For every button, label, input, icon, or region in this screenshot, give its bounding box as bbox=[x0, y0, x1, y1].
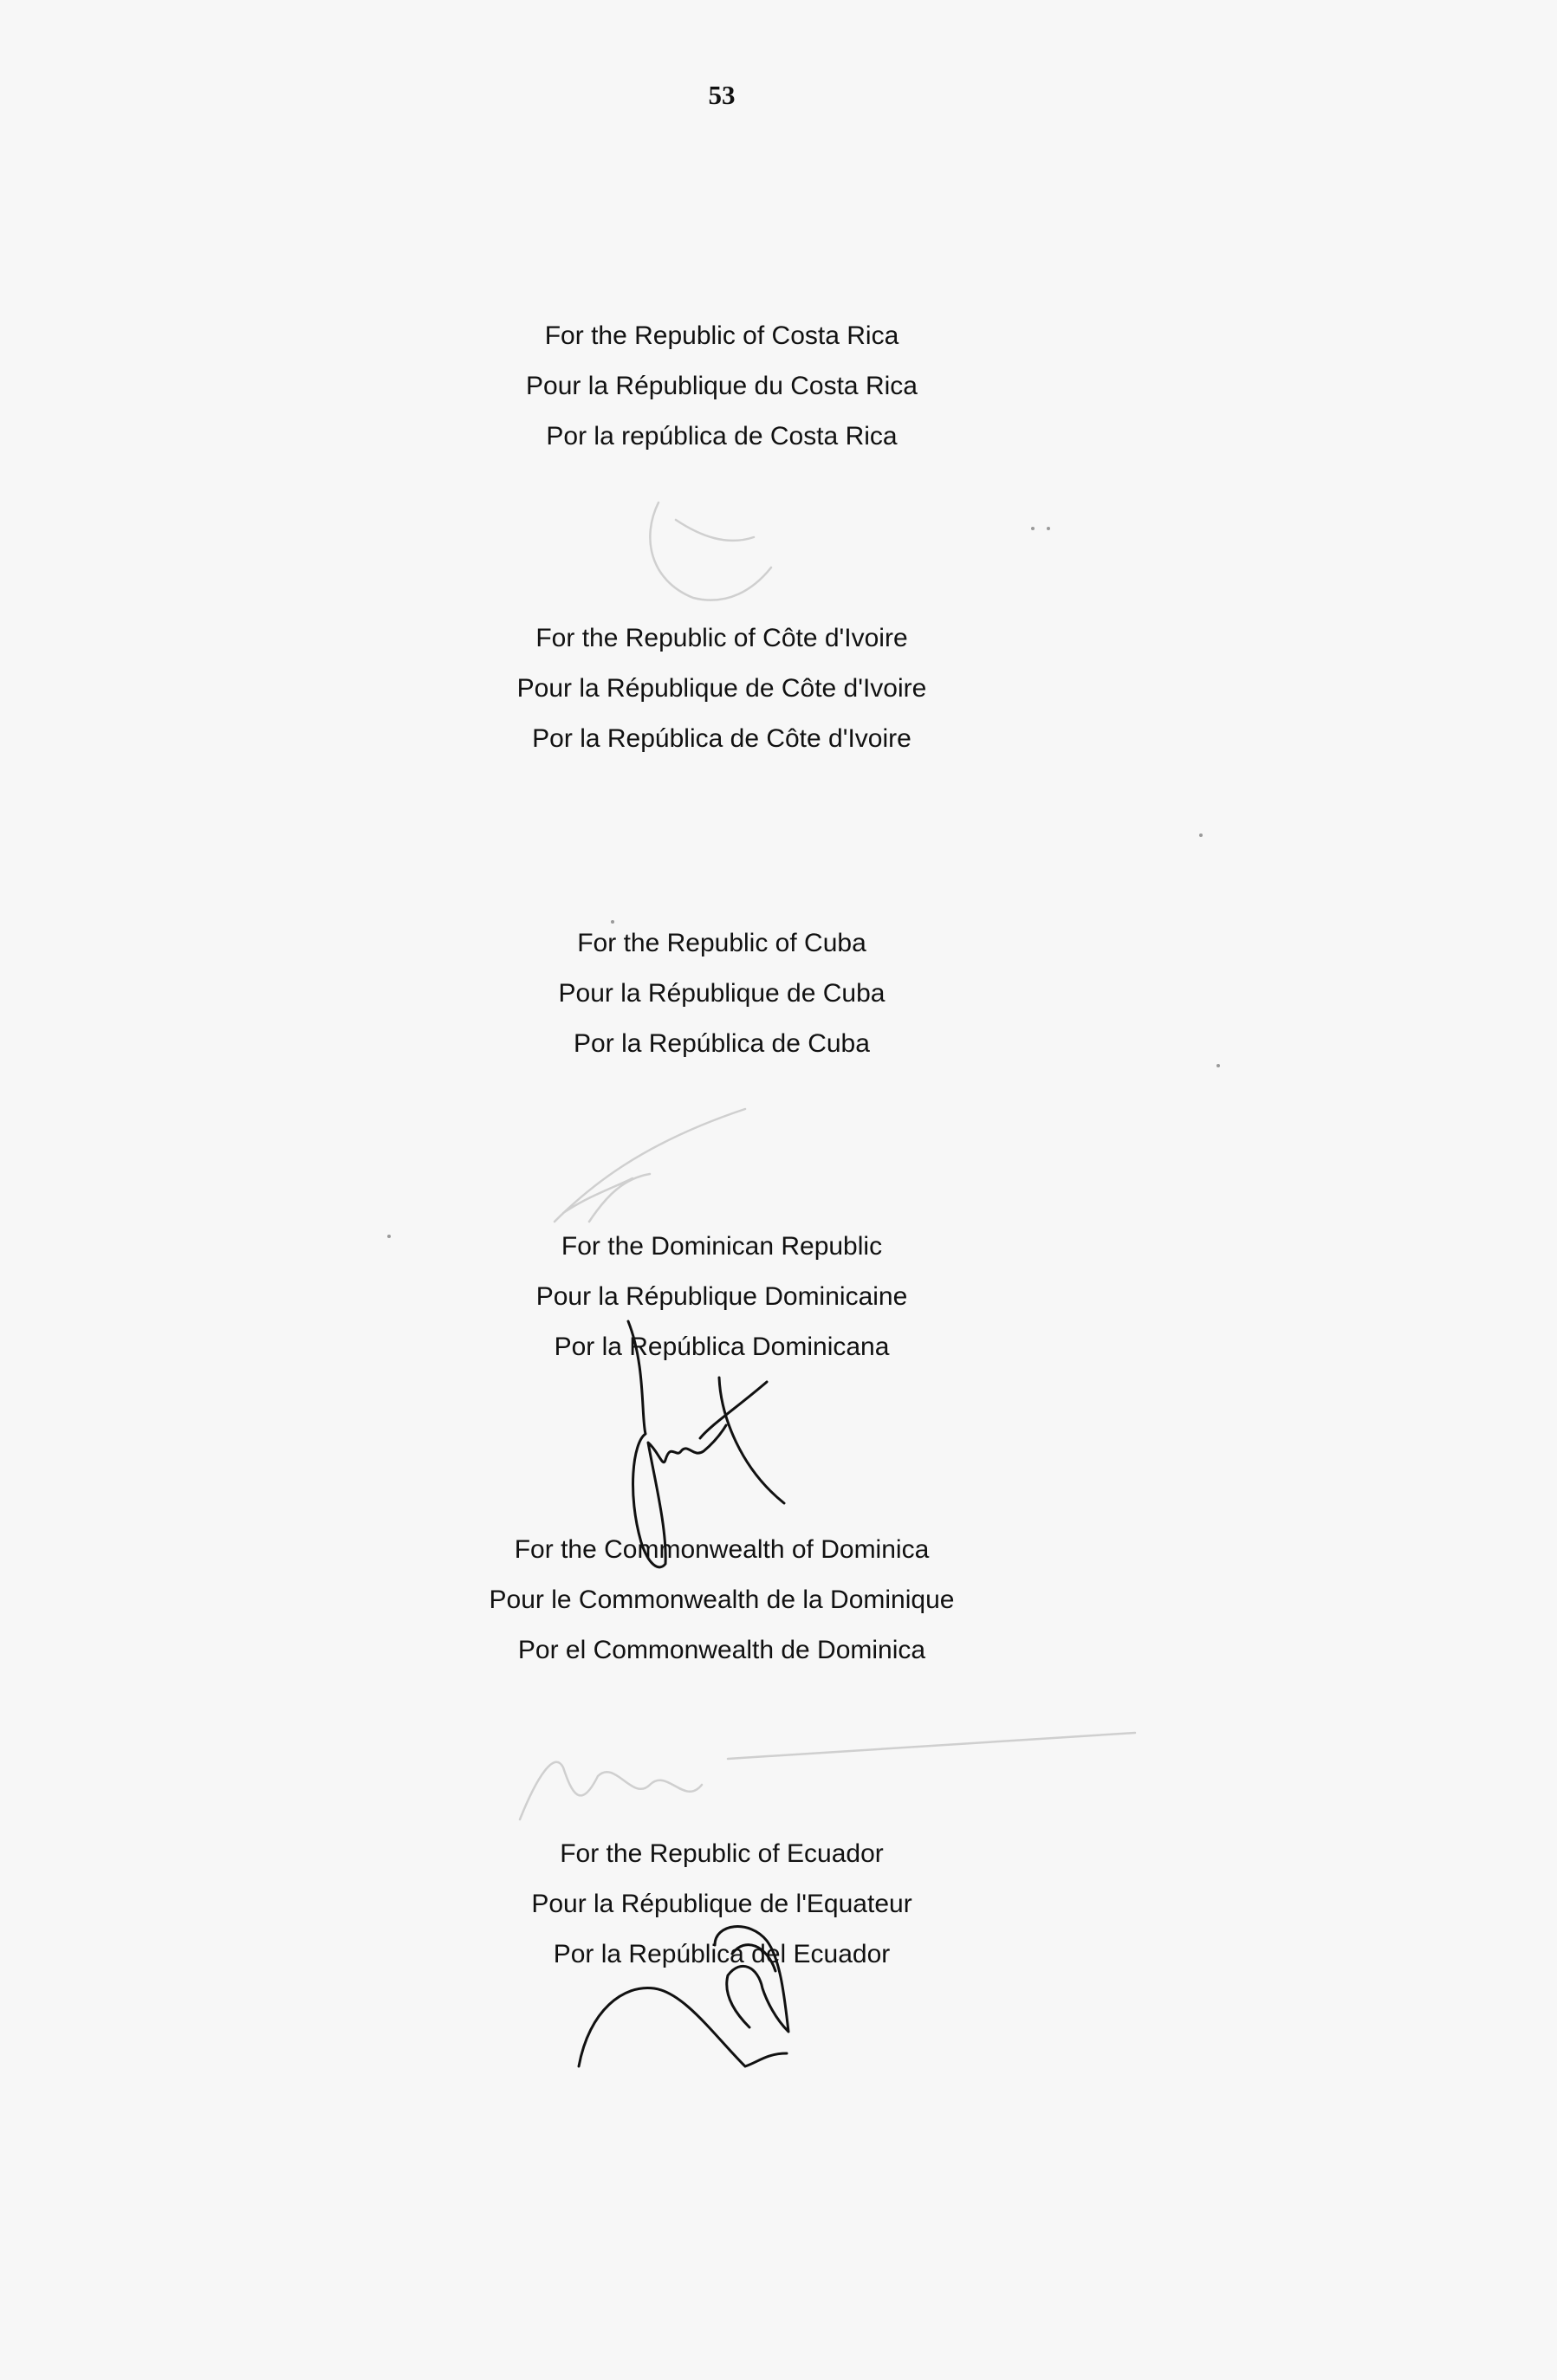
page-number: 53 bbox=[708, 80, 736, 110]
signatory-line-french: Pour la République de Côte d'Ivoire bbox=[516, 674, 927, 703]
signatory-block-dominica bbox=[0, 1525, 1443, 1676]
signatory-line-spanish: Por la República de Cuba bbox=[574, 1029, 870, 1058]
signatory-line-english: For the Commonwealth of Dominica bbox=[514, 1535, 930, 1564]
handwritten-signature-ecuador bbox=[572, 1906, 814, 2079]
signatory-line-english: For the Republic of Cuba bbox=[577, 929, 866, 957]
scan-speck bbox=[1047, 527, 1050, 530]
signatory-line-french: Pour la République du Costa Rica bbox=[526, 372, 918, 400]
signatory-block-cote-divoire bbox=[0, 613, 1443, 764]
signatory-line-english: For the Republic of Ecuador bbox=[560, 1839, 884, 1868]
show-through-signature-2 bbox=[537, 1092, 762, 1239]
signatory-line-spanish: Por la República de Côte d'Ivoire bbox=[532, 724, 911, 753]
signatory-line-french: Pour la République de Cuba bbox=[558, 979, 886, 1008]
signatory-line-french: Pour la République Dominicaine bbox=[535, 1282, 908, 1311]
signatory-line-french: Pour le Commonwealth de la Dominique bbox=[489, 1586, 955, 1614]
signatory-line-english: For the Dominican Republic bbox=[561, 1232, 883, 1261]
signatory-block-cuba bbox=[0, 918, 1443, 1069]
signatory-line-spanish: Por la República Dominicana bbox=[554, 1333, 890, 1361]
signatory-block-costa-rica bbox=[0, 311, 1443, 462]
signatory-line-spanish: Por la República del Ecuador bbox=[553, 1940, 891, 1968]
signatory-line-french: Pour la République de l'Equateur bbox=[531, 1890, 912, 1918]
signatory-line-spanish: Por el Commonwealth de Dominica bbox=[517, 1636, 926, 1664]
signatory-line-english: For the Republic of Costa Rica bbox=[544, 321, 899, 350]
signatory-line-english: For the Republic of Côte d'Ivoire bbox=[535, 624, 908, 652]
signatory-line-spanish: Por la república de Costa Rica bbox=[546, 422, 898, 451]
show-through-signature-1 bbox=[624, 485, 849, 624]
scan-speck bbox=[1199, 833, 1203, 837]
scan-speck bbox=[1031, 527, 1035, 530]
show-through-signature-3 bbox=[511, 1724, 1135, 1845]
